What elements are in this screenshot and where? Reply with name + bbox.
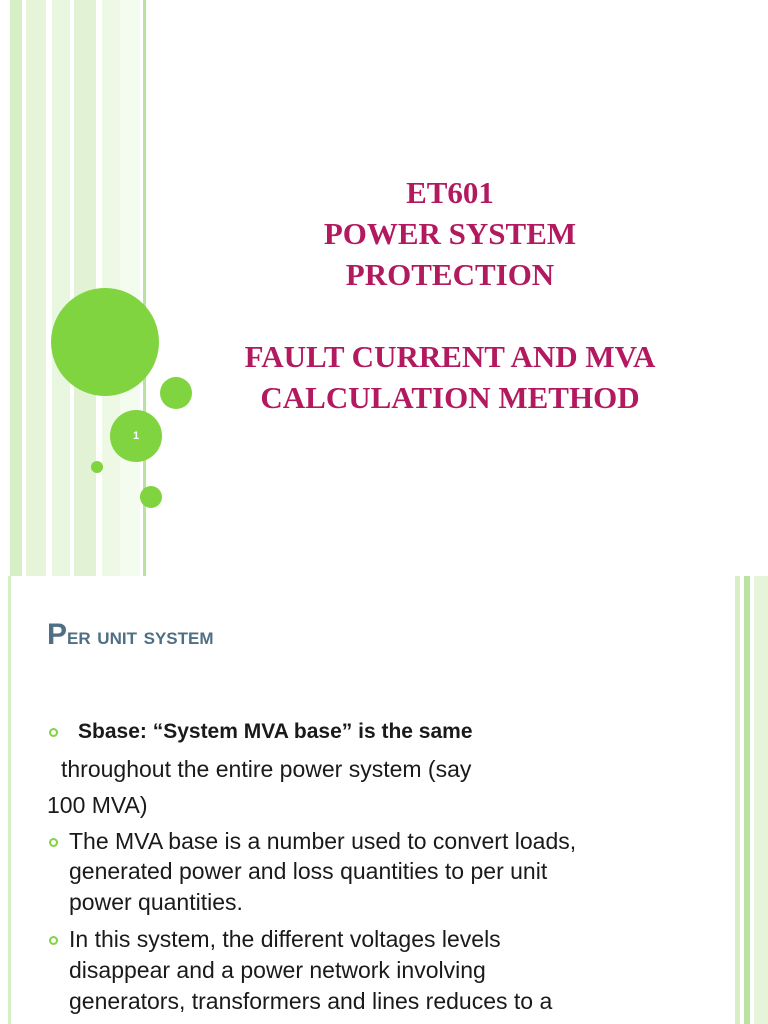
- subtitle-line-2: CALCULATION METHOD: [260, 380, 640, 415]
- decorative-stripe: [120, 0, 140, 576]
- decorative-stripe: [0, 0, 10, 576]
- decorative-stripe: [26, 0, 46, 576]
- bullet-icon: [49, 936, 58, 945]
- bullet-icon: [49, 728, 58, 737]
- slide-title: [200, 172, 700, 418]
- decorative-stripe: [10, 0, 22, 576]
- content-slide: [0, 576, 768, 1024]
- decorative-stripe: [74, 0, 96, 576]
- slide-heading: [47, 618, 214, 652]
- decorative-circle-large: [51, 288, 159, 396]
- decorative-divider-line: [8, 576, 11, 1024]
- decorative-circle-medium: [160, 377, 192, 409]
- bullet-1-line-3: 100 MVA): [47, 792, 148, 818]
- bullet-3-line-1: In this system, the different voltages levels: [69, 926, 501, 952]
- decorative-stripe: [754, 576, 768, 1024]
- sbase-label: Sbase: [78, 720, 140, 743]
- slide-number-badge: [110, 410, 162, 462]
- bullet-3-line-2: disappear and a power network involving: [69, 957, 486, 983]
- title-line-course-code: ET601: [406, 175, 494, 210]
- heading-rest: er unit system: [67, 623, 214, 650]
- decorative-stripe: [52, 0, 70, 576]
- decorative-circle-medium: [140, 486, 162, 508]
- slide-number: 1: [132, 430, 140, 442]
- bullet-2-line-3: power quantities.: [69, 889, 243, 915]
- bullet-2-line-1: The MVA base is a number used to convert loads,: [69, 828, 577, 854]
- subtitle-line-1: FAULT CURRENT AND MVA: [244, 339, 656, 374]
- bullet-3-line-3: generators, transformers and lines reduces to a: [69, 988, 553, 1014]
- sbase-definition: : “System MVA base” is the same: [139, 720, 473, 743]
- bullet-2-line-2: generated power and loss quantities to per unit: [69, 858, 548, 884]
- bullet-1-line-1: [78, 715, 473, 747]
- title-line-course-name-2: PROTECTION: [345, 257, 555, 292]
- bullet-1-line-2: throughout the entire power system (say: [61, 756, 472, 782]
- bullet-icon: [49, 838, 58, 847]
- decorative-circle-small: [91, 461, 103, 473]
- heading-initial: P: [47, 618, 68, 651]
- title-spacer: [200, 295, 700, 336]
- title-line-course-name-1: POWER SYSTEM: [323, 216, 577, 251]
